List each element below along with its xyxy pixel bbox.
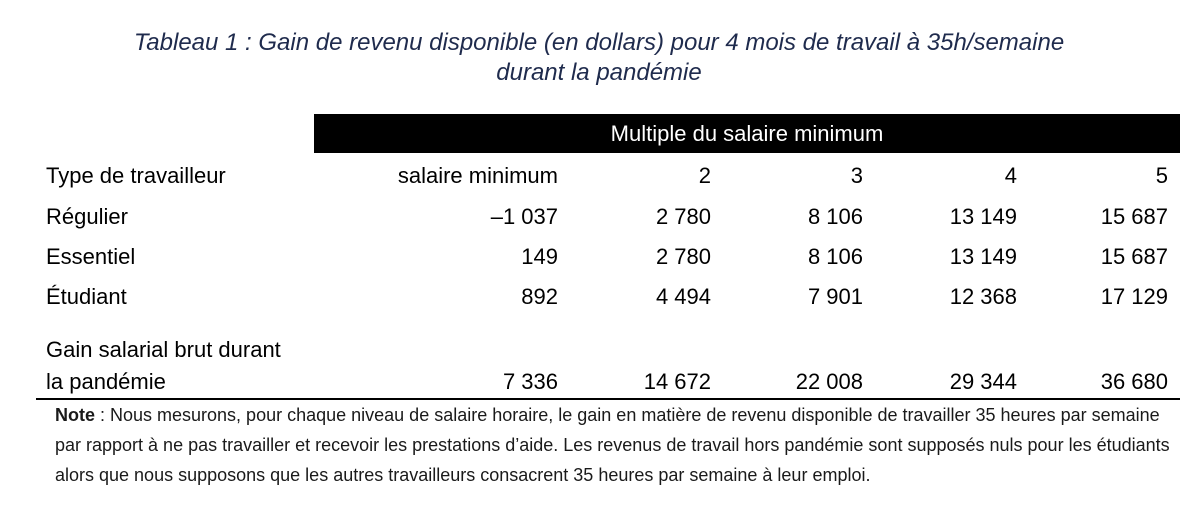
row-label: Régulier [46,204,128,229]
table-title [0,28,1198,88]
table-note [55,400,1170,490]
column-header: salaire minimum [397,163,558,188]
table-cell: 15 687 [1100,244,1168,269]
note-text: : Nous mesurons, pour chaque niveau de salaire horaire, le gain en matière de revenu disponible de travailler 35 heures par semaine par rapport à ne pas travailler et recevoir les prestations d’aide. Les revenus de travail hors pandémie sont supposés nuls pour les étudiants alors que nous supposons que les autres travailleurs consacrent 35 heures par semaine à leur emploi. [55,405,1170,485]
column-header: 3 [850,163,863,188]
table-cell: 892 [521,284,558,309]
group-header: Multiple du salaire minimum [314,114,1180,153]
table-cell: –1 037 [490,204,558,229]
table-cell: 14 672 [643,369,711,394]
table-title-line-2: durant la pandémie [496,59,702,86]
table-cell: 149 [521,244,558,269]
note-label: Note [55,405,95,425]
table-cell: 8 106 [807,244,863,269]
row-label-line-2: la pandémie [46,369,166,394]
table-cell: 8 106 [807,204,863,229]
table-cell: 4 494 [655,284,711,309]
table-cell: 17 129 [1100,284,1168,309]
table-cell: 2 780 [655,204,711,229]
table-cell: 36 680 [1100,369,1168,394]
row-label-line-1: Gain salarial brut durant [46,337,281,362]
column-header: 5 [1155,163,1168,188]
column-header: 2 [698,163,711,188]
table-cell: 2 780 [655,244,711,269]
table-cell: 13 149 [949,204,1017,229]
table-cell: 12 368 [949,284,1017,309]
table-title-line-1: Tableau 1 : Gain de revenu disponible (en dollars) pour 4 mois de travail à 35h/semaine [133,29,1065,56]
table-cell: 29 344 [949,369,1017,394]
table-cell: 7 901 [807,284,863,309]
column-header: 4 [1004,163,1017,188]
row-label: Étudiant [46,284,127,309]
table-cell: 22 008 [795,369,863,394]
row-header-label: Type de travailleur [46,163,226,188]
table-cell: 15 687 [1100,204,1168,229]
table-cell: 7 336 [502,369,558,394]
table-cell: 13 149 [949,244,1017,269]
row-label: Essentiel [46,244,136,269]
